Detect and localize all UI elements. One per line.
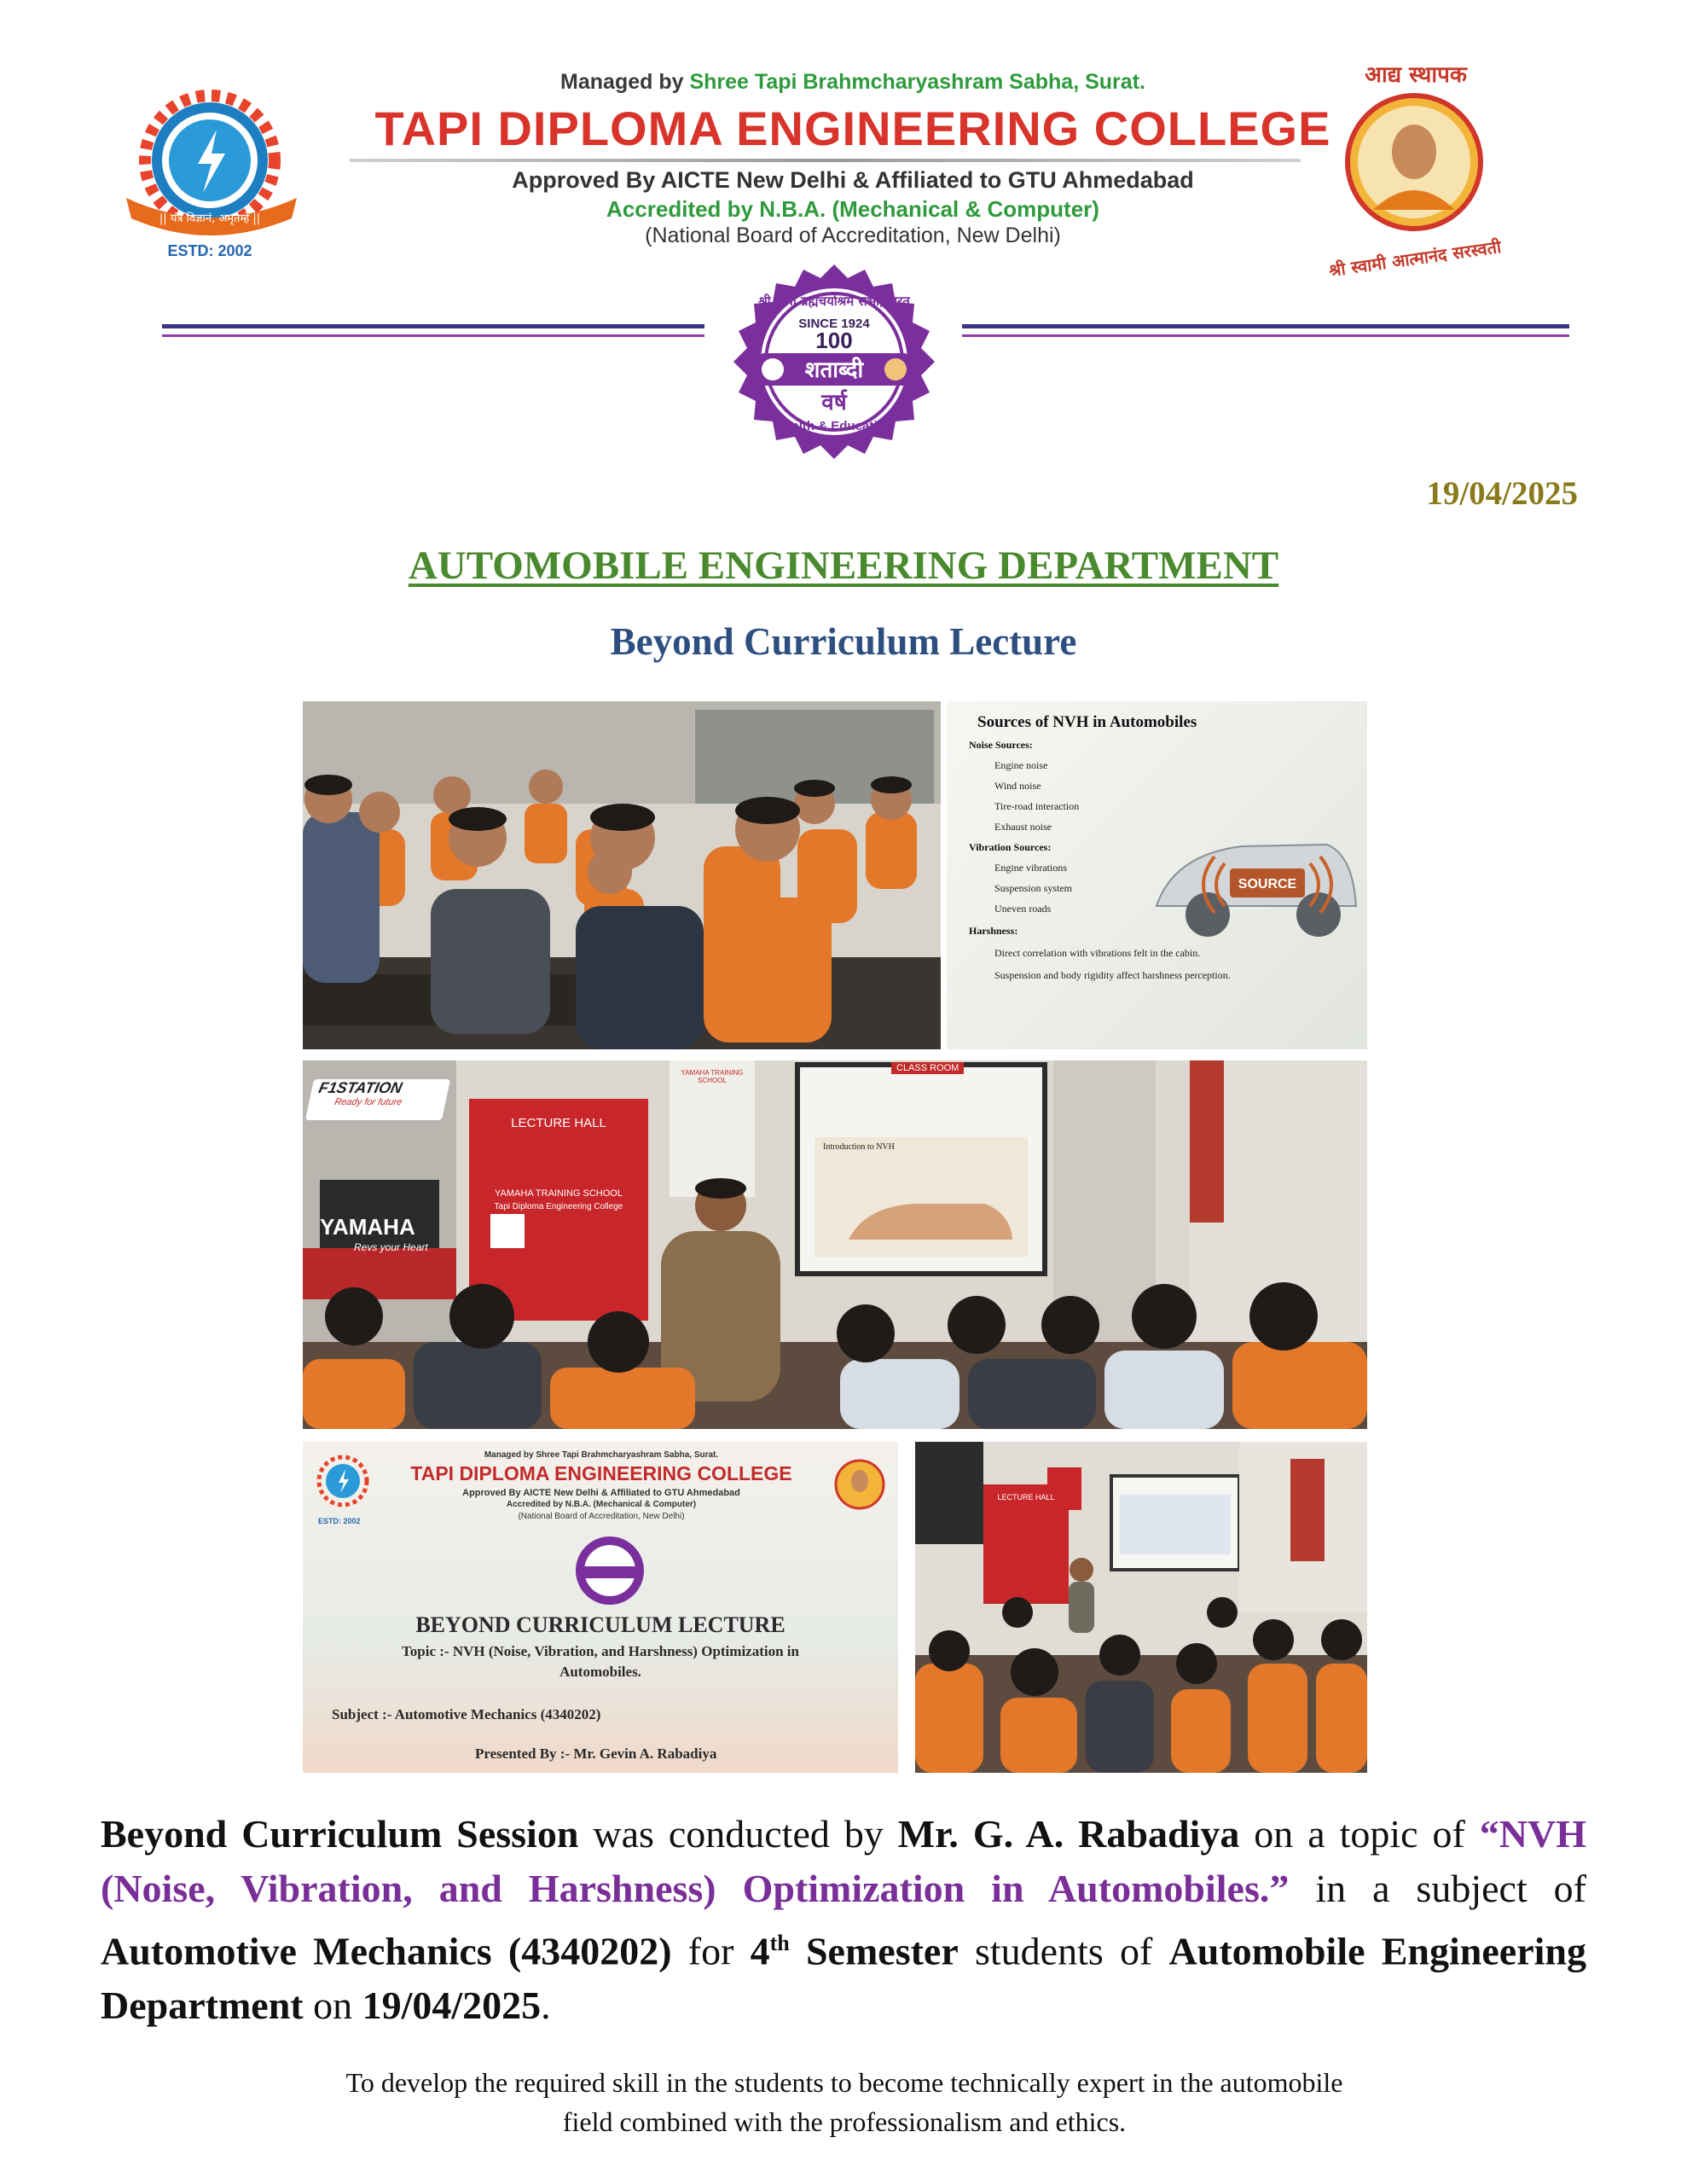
slide-noise-heading: Noise Sources: (969, 739, 1033, 751)
mission-line-2: field combined with the professionalism and ethics. (562, 2106, 1127, 2137)
photo-classroom-small (915, 1442, 1367, 1773)
report-date: 19/04/2025 (1426, 475, 1578, 512)
header-rule-left-2 (162, 334, 704, 337)
slide-vibration-item: Engine vibrations (994, 862, 1067, 874)
session-summary: Beyond Curriculum Session was conducted by Mr. G. A. Rabadiya on a topic of “NVH (Noise, Vibration, and Harshness) Optimization in Automobiles.” in a subject of Automotive Mechanics (4340202) for 4th Semester students of Automobile Engineering Department on 19/04/2025. (101, 1812, 1587, 2028)
car-source-diagram (1148, 804, 1361, 949)
founder-bottom-text: श्री स्वामी आत्मानंद सरस्वती (1327, 236, 1503, 282)
lecture-hall-illustration (303, 1060, 1367, 1429)
founder-emblem (1313, 60, 1518, 282)
slide-presented: Presented By :- Mr. Gevin A. Rabadiya (475, 1745, 717, 1762)
slide-harshness-heading: Harshness: (969, 925, 1018, 937)
slide-subject: Subject :- Automotive Mechanics (4340202) (332, 1706, 601, 1722)
slide-topic-line-1: Topic :- NVH (Noise, Vibration, and Harshness) Optimization in (402, 1643, 799, 1659)
yamaha-text: YAMAHA (320, 1214, 415, 1240)
college-name: TAPI DIPLOMA ENGINEERING COLLEGE (374, 102, 1331, 155)
seal-word-1: शताब्दी (804, 357, 864, 383)
slide-title: Sources of NVH in Automobiles (977, 713, 1197, 731)
nba-line: (National Board of Accreditation, New Delhi) (645, 224, 1061, 247)
header-rule-right (962, 324, 1569, 328)
lecture-hall-banner-title: LECTURE HALL (511, 1116, 606, 1130)
slide-noise-item: Wind noise (994, 780, 1041, 792)
slide-harshness-item: Direct correlation with vibrations felt in the cabin. (994, 947, 1201, 959)
college-logo (109, 85, 314, 264)
centenary-seal (708, 259, 960, 464)
slide-topic-line-2: Automobiles. (559, 1664, 641, 1680)
slide-vibration-item: Suspension system (994, 882, 1073, 894)
mission-statement (256, 2063, 1433, 2141)
accreditation-line: Accredited by N.B.A. (Mechanical & Computer) (606, 196, 1099, 222)
projector-slide-title: Introduction to NVH (823, 1142, 895, 1152)
managed-by: Managed by Shree Tapi Brahmcharyashram Sabha, Surat. (560, 70, 1145, 94)
lecture-title: Beyond Curriculum Lecture (610, 620, 1077, 663)
classroom-sign: CLASS ROOM (891, 1062, 964, 1074)
seal-bottom-text: Health & Education (775, 419, 893, 433)
seal-number: 100 (815, 328, 853, 353)
small-banner-text: YAMAHA TRAINING SCHOOL (681, 1069, 744, 1084)
slide-noise-item: Tire-road interaction (994, 800, 1080, 812)
slide-noise-item: Engine noise (994, 759, 1048, 771)
source-label: SOURCE (1238, 877, 1297, 892)
revs-text: Revs your Heart (354, 1241, 428, 1253)
approval-line: Approved By AICTE New Delhi & Affiliated to GTU Ahmedabad (512, 167, 1194, 193)
lecture-hall-banner-college: Tapi Diploma Engineering College (494, 1202, 623, 1211)
slide-founder-emblem (830, 1454, 890, 1522)
slide-nba: (National Board of Accreditation, New Delhi) (518, 1512, 685, 1521)
mission-line-1: To develop the required skill in the students to become technically expert in the automobile (345, 2067, 1343, 2098)
slide-approved: Approved By AICTE New Delhi & Affiliated to GTU Ahmedabad (462, 1488, 740, 1498)
letterhead (0, 0, 1687, 461)
photo-nvh-slide (947, 701, 1367, 1049)
slide-vibration-heading: Vibration Sources: (969, 841, 1052, 853)
slide-managed: Managed by Shree Tapi Brahmcharyashram Sabha, Surat. (484, 1450, 719, 1460)
classroom-small-banner: LECTURE HALL (997, 1493, 1055, 1502)
header-rule-left (162, 324, 704, 328)
header-rule-right-2 (962, 334, 1569, 337)
slide-heading: BEYOND CURRICULUM LECTURE (415, 1612, 786, 1637)
college-divider (350, 159, 1301, 162)
logo-estd: ESTD: 2002 (167, 242, 252, 259)
classroom-small-illustration (915, 1442, 1367, 1773)
photo-lecture-hall (303, 1060, 1367, 1429)
slide-harshness-item: Suspension and body rigidity affect harshness perception. (994, 969, 1231, 981)
founder-top-text: आद्य स्थापक (1365, 62, 1467, 88)
slide-college: TAPI DIPLOMA ENGINEERING COLLEGE (410, 1462, 792, 1484)
seal-since: SINCE 1924 (798, 317, 870, 331)
slide-estd: ESTD: 2002 (318, 1517, 361, 1525)
photo-students-attentive (303, 701, 941, 1049)
seal-ring-text: श्री तापी ब्रह्मचर्याश्रम सभा, सुरत (758, 293, 910, 309)
slide-college-logo (313, 1454, 373, 1513)
slide-accredited: Accredited by N.B.A. (Mechanical & Computer) (506, 1500, 697, 1509)
lecture-hall-banner-school: YAMAHA TRAINING SCHOOL (495, 1188, 623, 1199)
photo-title-slide (303, 1442, 898, 1773)
slide-noise-item: Exhaust noise (994, 821, 1052, 833)
slide-vibration-item: Uneven roads (994, 903, 1052, 915)
logo-tagline: || यंत्र विज्ञानं, अमृतम्हे || (159, 212, 261, 225)
f1station-sign: F1STATION Ready for future (305, 1079, 450, 1120)
seal-word-2: वर्ष (821, 390, 847, 415)
students-illustration (303, 701, 941, 1049)
slide-centenary-seal (567, 1534, 652, 1607)
department-title: AUTOMOBILE ENGINEERING DEPARTMENT (408, 543, 1279, 588)
